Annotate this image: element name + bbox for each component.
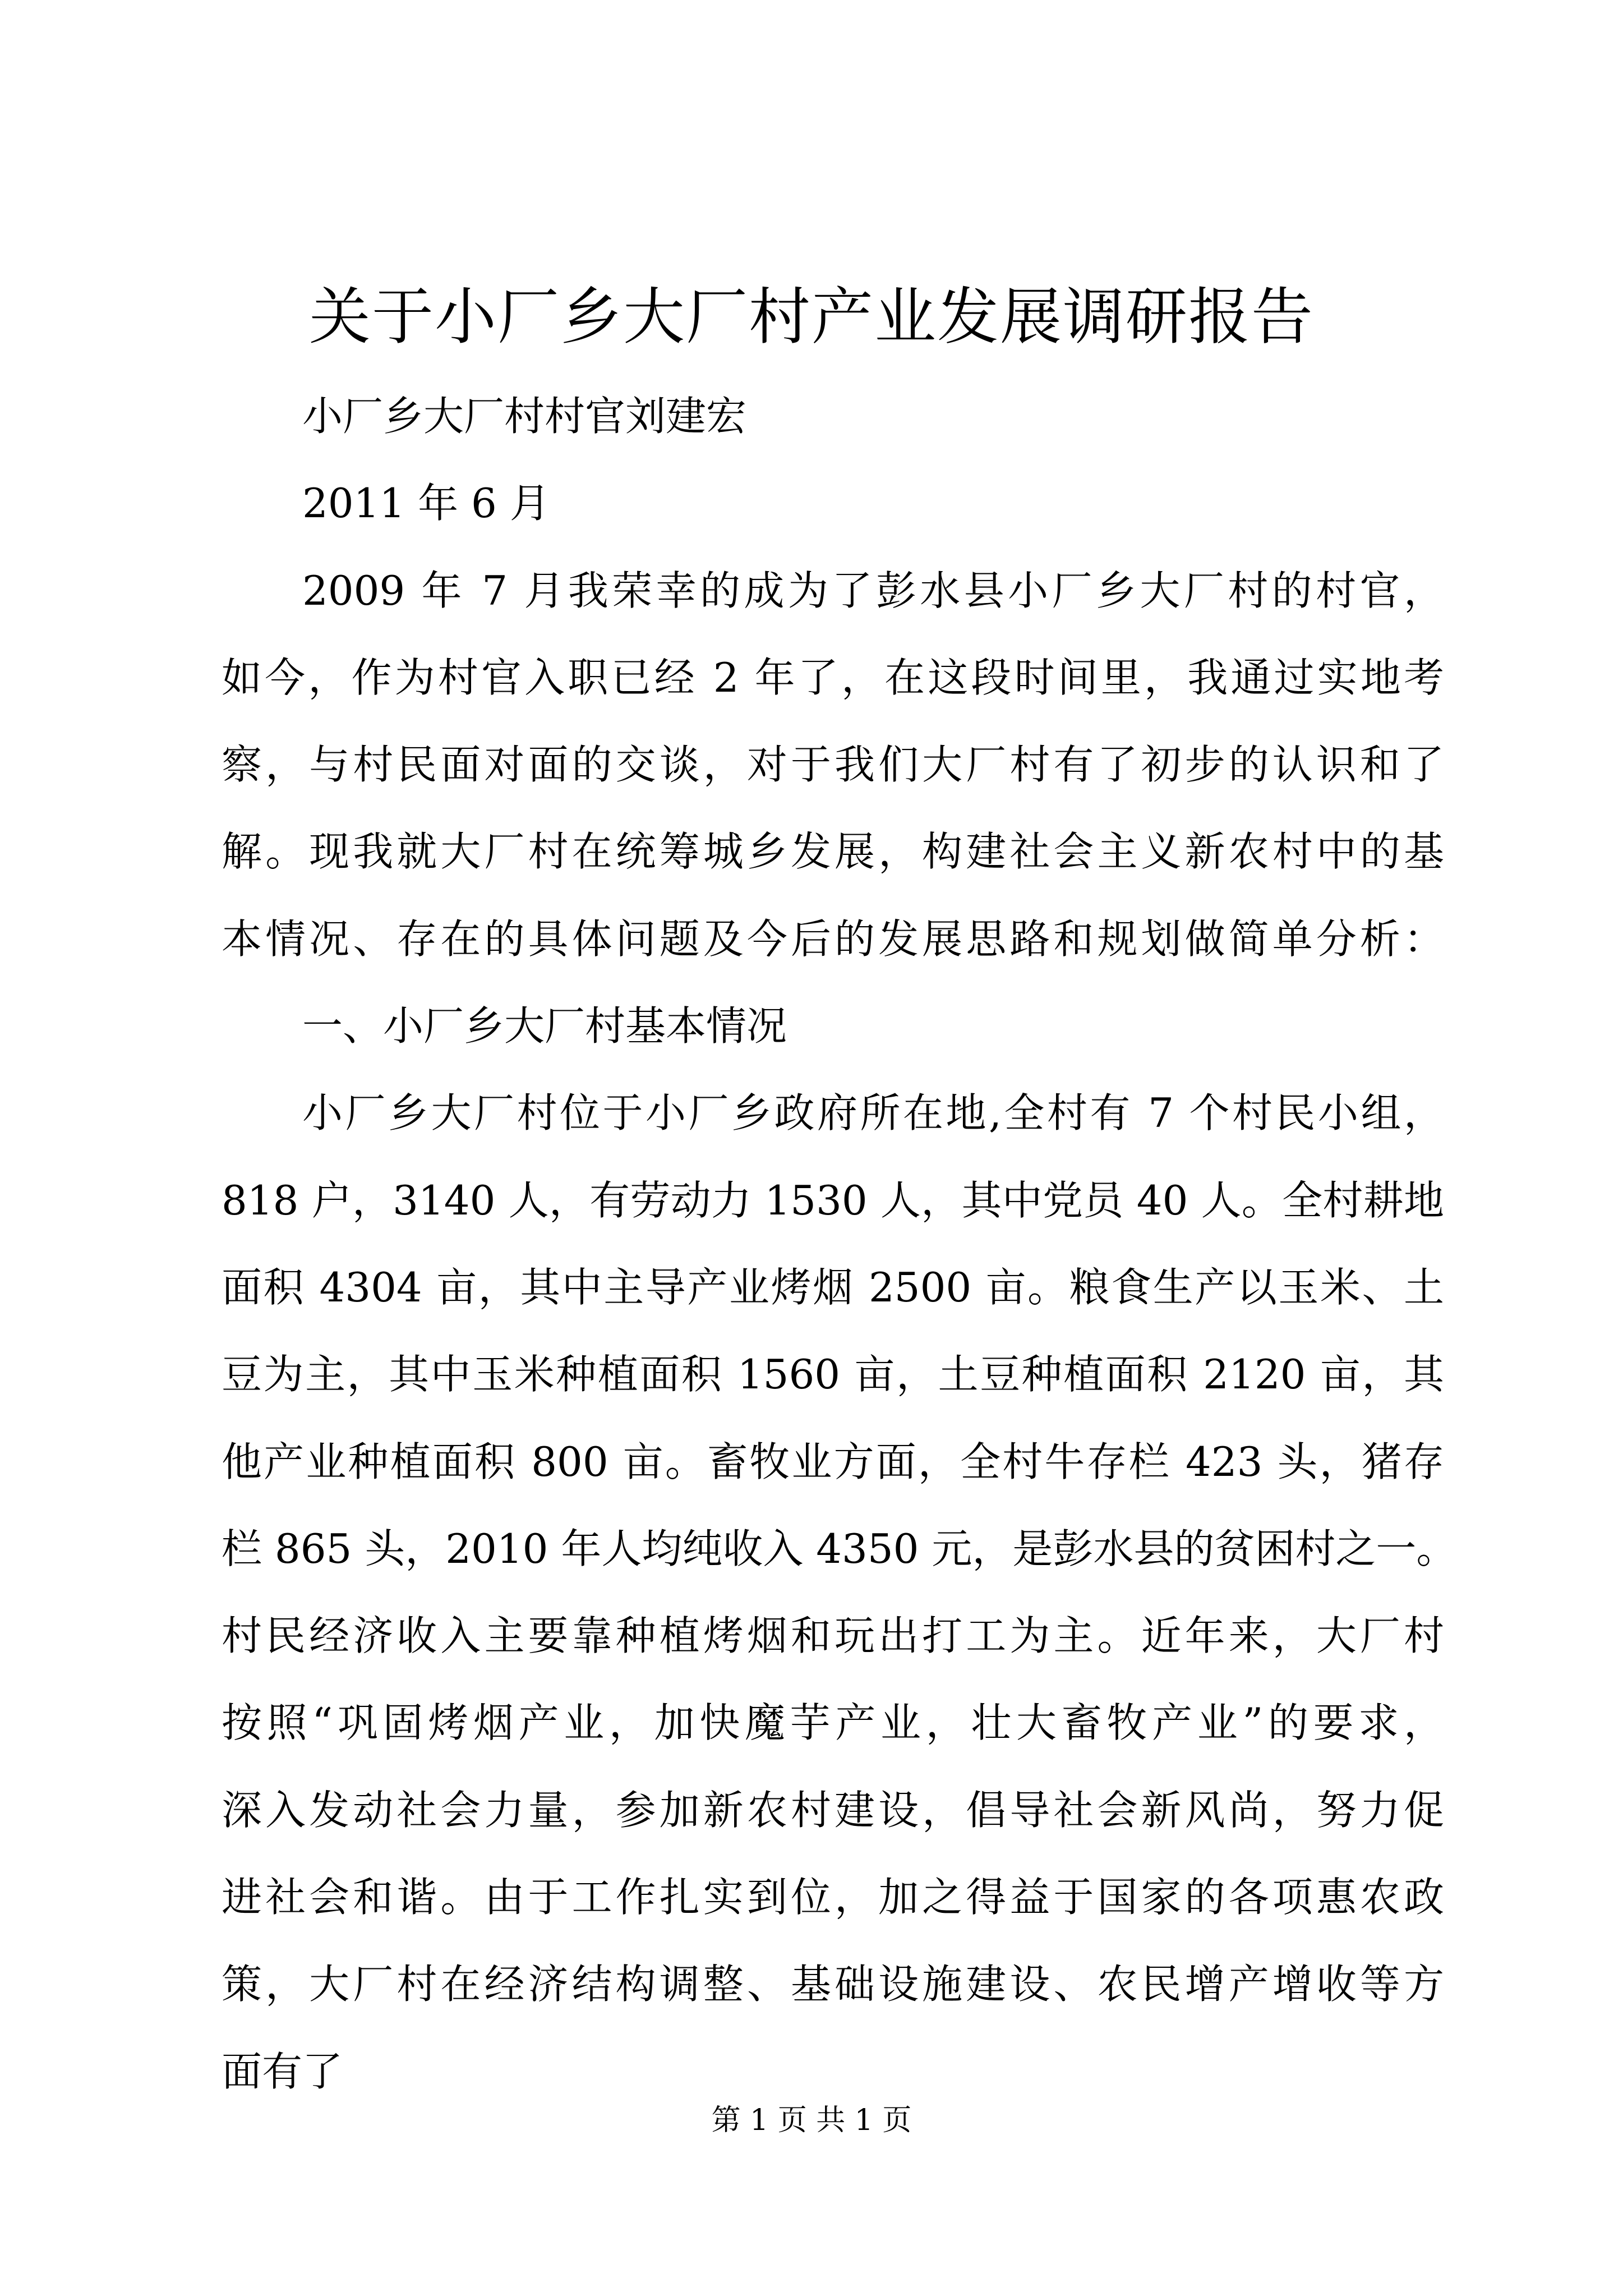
- body-line: 察，与村民面对面的交谈，对于我们大厂村有了初步的认识和了: [222, 741, 1444, 789]
- body-line: 策，大厂村在经济结构调整、基础设施建设、农民增产增收等方: [222, 1961, 1444, 2008]
- body-line: 面积 4304 亩，其中主导产业烤烟 2500 亩。粮食生产以玉米、土: [222, 1263, 1444, 1311]
- body-line: 面有了: [222, 2047, 343, 2095]
- body-line: 小厂乡大厂村村官刘建宏: [302, 393, 747, 440]
- body-line: 2009 年 7 月我荣幸的成为了彭水县小厂乡大厂村的村官，: [302, 567, 1444, 614]
- body-line: 他产业种植面积 800 亩。畜牧业方面，全村牛存栏 423 头，猪存: [222, 1438, 1444, 1485]
- body-line: 2011 年 6 月: [302, 480, 550, 527]
- body-line: 小厂乡大厂村位于小厂乡政府所在地,全村有 7 个村民小组，: [302, 1089, 1444, 1137]
- body-line: 深入发动社会力量，参加新农村建设，倡导社会新风尚，努力促: [222, 1786, 1444, 1834]
- body-line: 栏 865 头，2010 年人均纯收入 4350 元，是彭水县的贫困村之一。: [222, 1525, 1457, 1572]
- body-line: 豆为主，其中玉米种植面积 1560 亩，土豆种植面积 2120 亩，其: [222, 1351, 1444, 1398]
- body-line: 村民经济收入主要靠种植烤烟和玩出打工为主。近年来，大厂村: [222, 1612, 1444, 1660]
- body-line: 解。现我就大厂村在统筹城乡发展，构建社会主义新农村中的基: [222, 828, 1444, 876]
- body-line: 818 户，3140 人，有劳动力 1530 人，其中党员 40 人。全村耕地: [222, 1176, 1444, 1224]
- page-number: 第 1 页 共 1 页: [711, 2104, 912, 2137]
- body-line: 按照“巩固烤烟产业，加快魔芋产业，壮大畜牧产业”的要求，: [222, 1699, 1444, 1747]
- body-line: 本情况、存在的具体问题及今后的发展思路和规划做简单分析：: [222, 915, 1444, 963]
- body-line: 如今，作为村官入职已经 2 年了，在这段时间里，我通过实地考: [222, 654, 1444, 701]
- body-line: 进社会和谐。由于工作扎实到位，加之得益于国家的各项惠农政: [222, 1874, 1444, 1921]
- document-body: [222, 373, 1457, 2115]
- document-title: 关于小厂乡大厂村产业发展调研报告: [309, 281, 1314, 353]
- section-heading: 一、小厂乡大厂村基本情况: [302, 1002, 787, 1050]
